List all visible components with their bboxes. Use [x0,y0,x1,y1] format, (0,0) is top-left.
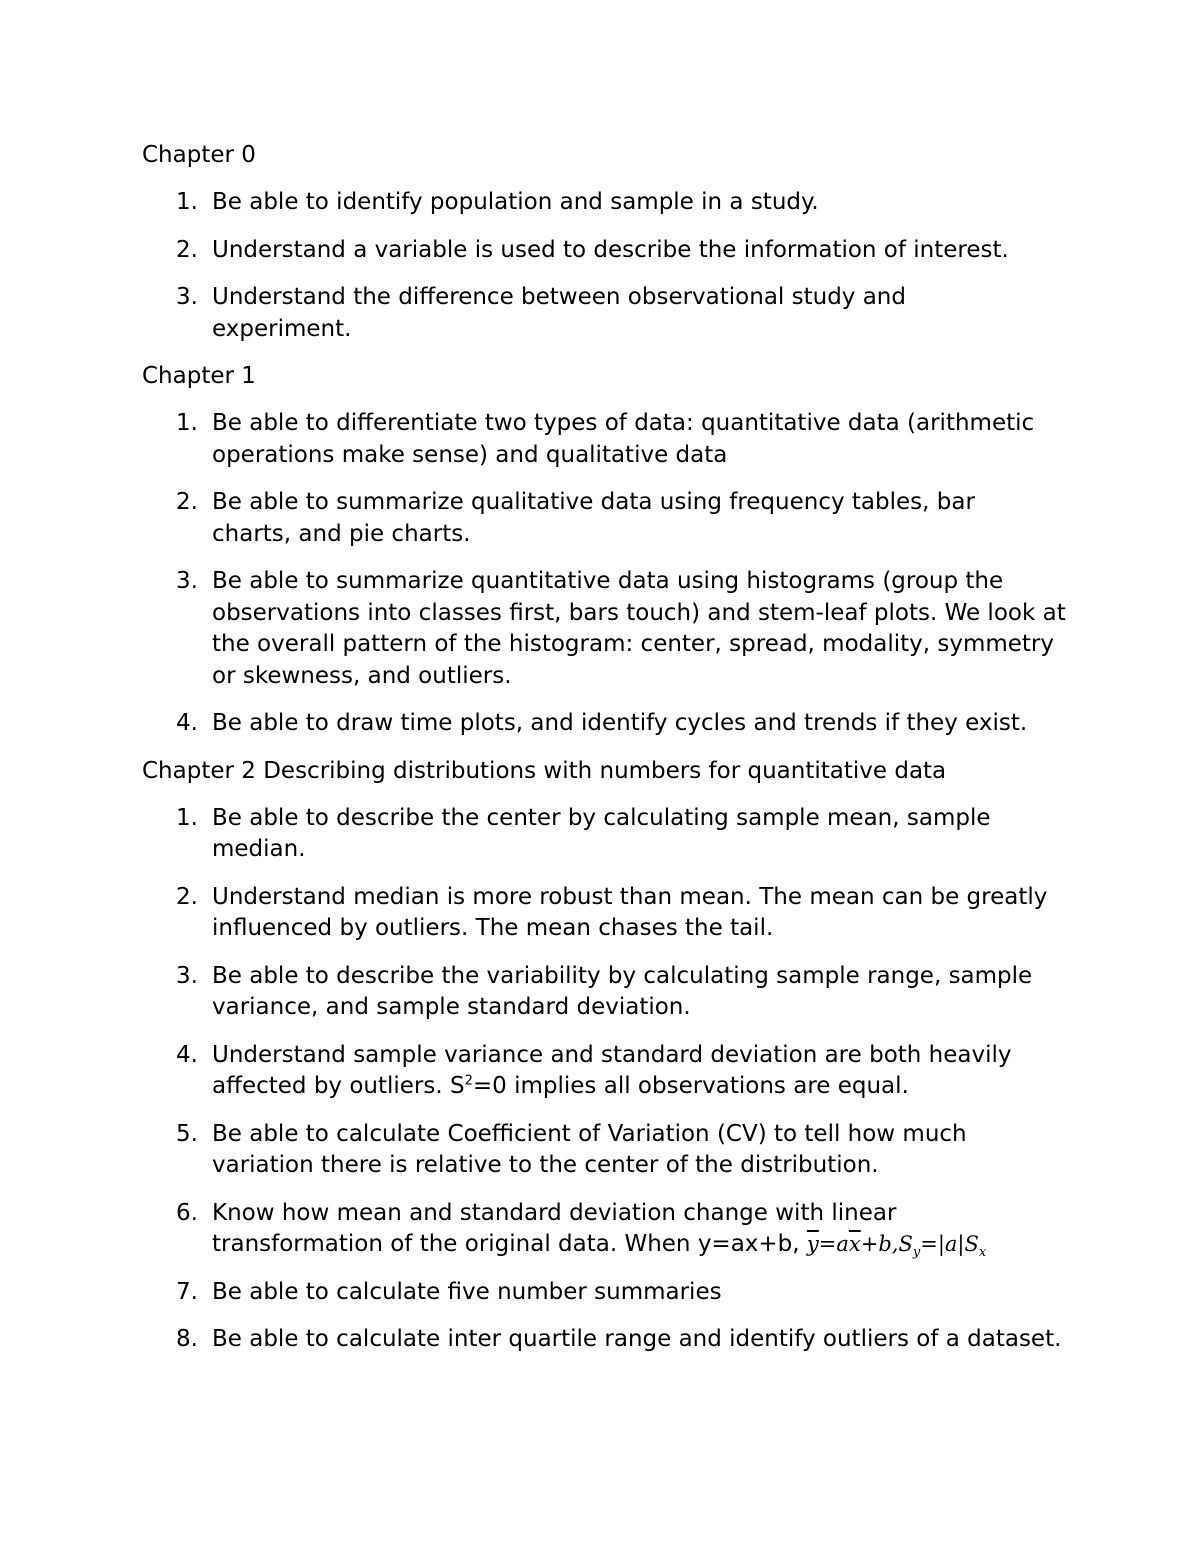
x-bar: $\overline{x}$ [848,1232,861,1256]
item-number: 5. [176,1120,198,1147]
formula-subscript: y [912,1245,921,1261]
linear-transform-formula [806,1232,987,1261]
list-item [142,1277,1072,1309]
formula-part: +b, [860,1232,899,1256]
y-bar: $\overline{y}$ [806,1232,819,1256]
item-text: Be able to draw time plots, and identify cycles and trends if they exist. [212,710,1028,736]
item-text: Understand sample variance and standard deviation are both heavily affected by outliers. S [212,1041,1012,1099]
chapter-1-list [142,408,1072,740]
formula-subscript: x [978,1245,987,1261]
item-text: Be able to describe the variability by calculating sample range, sample variance, and sample standard deviation. [212,962,1033,1020]
item-text: Know how mean and standard deviation change with linear transformation of the original data. When y=ax+b, [212,1199,897,1257]
list-item [142,566,1072,692]
superscript: 2 [464,1073,473,1089]
item-number: 1. [176,410,198,436]
formula-part: S [898,1232,913,1256]
item-number: 2. [176,883,198,910]
item-number: 3. [176,568,198,594]
item-text: Be able to summarize quantitative data using histograms (group the observations into classes first, bars touch) and stem-leaf plots. We look at the overall pattern of the histogram: center, spread, modality, symmetry or skewness, and outliers. [212,568,1066,689]
list-item [142,708,1072,740]
item-text: Understand a variable is used to describe the information of interest. [212,236,1009,263]
chapter-0-heading: Chapter 0 [142,142,256,168]
item-number: 1. [176,189,198,215]
item-text: Be able to calculate five number summaries [212,1278,722,1305]
list-item [142,187,1072,219]
item-text: Be able to calculate Coefficient of Variation (CV) to tell how much variation there is relative to the center of the distribution. [212,1120,967,1178]
item-number: 4. [176,710,198,736]
list-item [142,408,1072,471]
item-number: 2. [176,236,198,263]
chapter-0-list [142,187,1072,345]
item-number: 6. [176,1199,198,1226]
list-item [142,1040,1072,1103]
formula-part: =|a| [920,1232,965,1256]
list-item [142,487,1072,550]
list-item [142,282,1072,345]
list-item [142,1324,1072,1356]
item-text: Understand the difference between observational study and experiment. [212,284,906,342]
item-number: 8. [176,1326,198,1352]
item-text: Be able to summarize qualitative data using frequency tables, bar charts, and pie charts. [212,489,975,547]
item-number: 4. [176,1041,198,1068]
item-text: Be able to describe the center by calculating sample mean, sample median. [212,804,991,862]
formula-part: S [964,1232,979,1256]
item-number: 7. [176,1278,198,1305]
formula-part: =a [818,1232,849,1256]
item-text: Be able to calculate inter quartile range and identify outliers of a dataset. [212,1326,1062,1352]
chapter-2-heading: Chapter 2 Describing distributions with numbers for quantitative data [142,757,947,784]
item-text: Understand median is more robust than mean. The mean can be greatly influenced by outliers. The mean chases the tail. [212,883,1048,941]
item-number: 3. [176,284,198,310]
item-number: 3. [176,962,198,989]
list-item [142,803,1072,866]
chapter-2-list [142,803,1072,1356]
document-page [142,140,1072,1372]
item-number: 2. [176,489,198,515]
list-item [142,235,1072,267]
item-text-continued: =0 implies all observations are equal. [472,1073,909,1099]
item-text: Be able to identify population and sample in a study. [212,189,819,215]
list-item [142,961,1072,1024]
list-item [142,1198,1072,1261]
list-item [142,1119,1072,1182]
item-text: Be able to differentiate two types of data: quantitative data (arithmetic operations make sense) and qualitative data [212,410,1035,468]
chapter-1-heading: Chapter 1 [142,363,256,389]
item-number: 1. [176,804,198,831]
list-item [142,882,1072,945]
